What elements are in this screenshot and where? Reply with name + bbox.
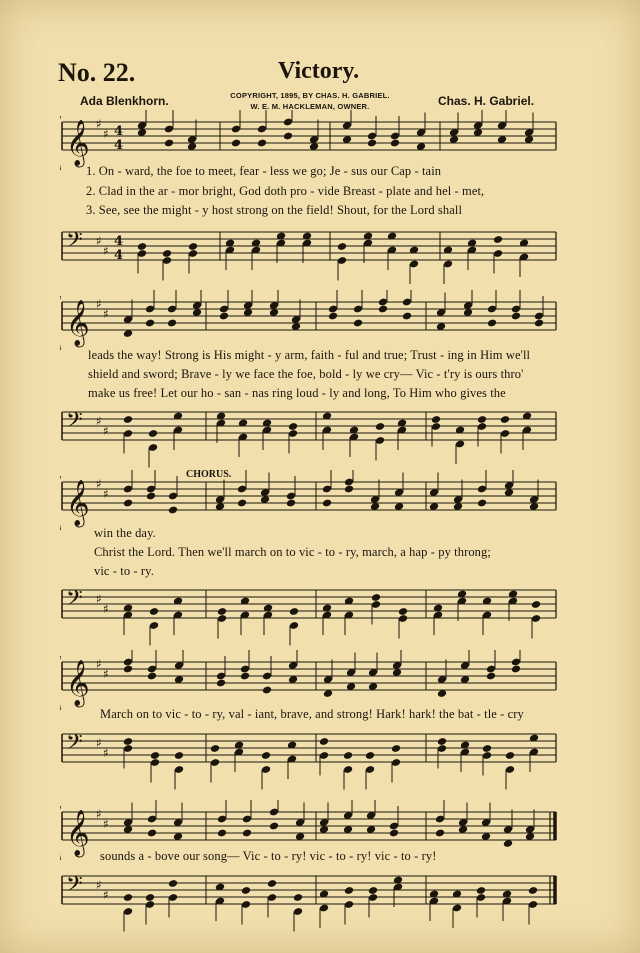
note-head: [188, 242, 198, 251]
sharp-icon: ♯: [103, 817, 109, 831]
note-head: [477, 415, 487, 424]
note-head: [368, 886, 378, 895]
treble-clef-icon: 𝄞: [66, 660, 90, 706]
note-head: [431, 415, 441, 424]
note-head: [123, 665, 133, 674]
note-head: [237, 499, 247, 508]
bass-clef-icon: 𝄢: [66, 586, 83, 616]
time-signature-numerator: 4: [114, 124, 124, 139]
note-head: [319, 737, 329, 746]
note-head: [500, 415, 510, 424]
hymn-title: Victory.: [278, 58, 360, 84]
note-head: [378, 305, 388, 314]
note-head: [145, 893, 155, 902]
note-head: [371, 593, 381, 602]
note-head: [344, 886, 354, 895]
note-head: [149, 607, 159, 616]
note-head: [231, 139, 241, 148]
note-head: [289, 607, 299, 616]
note-head: [328, 312, 338, 321]
bass-clef-icon: 𝄢: [66, 730, 83, 760]
sharp-icon: ♯: [96, 414, 102, 428]
sharp-icon: ♯: [96, 477, 102, 491]
sharp-icon: ♯: [103, 888, 109, 902]
note-head: [123, 415, 133, 424]
note-head: [511, 665, 521, 674]
note-head: [337, 242, 347, 251]
note-head: [402, 312, 412, 321]
note-head: [257, 139, 267, 148]
bass-staff-system-4: [60, 722, 560, 792]
note-head: [146, 492, 156, 501]
sharp-icon: ♯: [103, 244, 109, 258]
note-head: [174, 751, 184, 760]
note-head: [288, 422, 298, 431]
bass-clef-icon: 𝄢: [66, 408, 83, 438]
sharp-icon: ♯: [103, 307, 109, 321]
lyric-chorus-line-1: March on to vic - to - ry, val - iant, brave, and strong! Hark! hark! the bat - tle - cry: [100, 707, 524, 721]
time-signature-denominator: 4: [114, 138, 124, 153]
bass-staff-system-2: [60, 400, 560, 470]
note-head: [505, 751, 515, 760]
sharp-icon: ♯: [96, 657, 102, 671]
note-head: [269, 822, 279, 831]
note-head: [293, 893, 303, 902]
sharp-icon: ♯: [96, 297, 102, 311]
note-head: [217, 607, 227, 616]
sharp-icon: ♯: [96, 807, 102, 821]
note-head: [390, 139, 400, 148]
lyric-verse-2-line-1: 2. Clad in the ar - mor bright, God doth pro - vide Breast - plate and hel - met,: [86, 184, 485, 198]
note-head: [262, 686, 272, 695]
lyric-verse-3-line-1: 3. See, see the might - y host strong on the field! Shout, for the Lord shall: [86, 203, 463, 217]
note-head: [241, 886, 251, 895]
copyright-line-1: COPYRIGHT, 1895, BY CHAS. H. GABRIEL.: [230, 91, 390, 100]
note-head: [147, 672, 157, 681]
note-head: [242, 829, 252, 838]
note-head: [344, 485, 354, 494]
sharp-icon: ♯: [96, 736, 102, 750]
treble-clef-icon: 𝄞: [66, 300, 90, 346]
note-head: [168, 879, 178, 888]
note-head: [486, 672, 496, 681]
note-head: [343, 751, 353, 760]
copyright-notice: [210, 90, 410, 112]
note-head: [477, 499, 487, 508]
note-head: [322, 499, 332, 508]
bass-clef-icon: 𝄢: [66, 228, 83, 258]
note-head: [437, 737, 447, 746]
note-head: [240, 672, 250, 681]
note-head: [167, 319, 177, 328]
note-head: [398, 607, 408, 616]
note-head: [528, 886, 538, 895]
sharp-icon: ♯: [96, 878, 102, 892]
sharp-icon: ♯: [96, 117, 102, 131]
note-head: [493, 235, 503, 244]
lyric-chorus-line-2: sounds a - bove our song— Vic - to - ry! vic - to - ry! vic - to - ry!: [100, 849, 437, 863]
lyric-verse-3-line-3: vic - to - ry.: [94, 564, 154, 578]
lyric-verse-1-line-1: 1. On - ward, the foe to meet, fear - less we go; Je - sus our Cap - tain: [86, 164, 442, 178]
note-head: [487, 319, 497, 328]
note-head: [391, 744, 401, 753]
note-head: [511, 312, 521, 321]
sharp-icon: ♯: [103, 746, 109, 760]
note-head: [476, 886, 486, 895]
sharp-icon: ♯: [103, 487, 109, 501]
note-head: [123, 737, 133, 746]
treble-clef-icon: 𝄞: [66, 810, 90, 856]
author-credit: Ada Blenkhorn.: [80, 94, 169, 108]
time-signature-numerator: 4: [114, 234, 124, 249]
note-head: [353, 319, 363, 328]
note-head: [261, 751, 271, 760]
note-head: [531, 600, 541, 609]
treble-clef-icon: 𝄞: [66, 120, 90, 166]
note-head: [219, 312, 229, 321]
sharp-icon: ♯: [103, 424, 109, 438]
note-head: [145, 319, 155, 328]
note-head: [482, 744, 492, 753]
note-head: [365, 751, 375, 760]
note-head: [123, 499, 133, 508]
note-head: [137, 242, 147, 251]
bass-staff-system-1: [60, 220, 560, 290]
sharp-icon: ♯: [103, 127, 109, 141]
sharp-icon: ♯: [103, 667, 109, 681]
note-head: [435, 829, 445, 838]
note-head: [216, 679, 226, 688]
note-head: [534, 319, 544, 328]
note-head: [367, 139, 377, 148]
note-head: [168, 506, 178, 515]
treble-clef-icon: 𝄞: [66, 480, 90, 526]
bass-staff-system-5: [60, 864, 560, 934]
bass-clef-icon: 𝄢: [66, 872, 83, 902]
note-head: [217, 829, 227, 838]
note-head: [389, 829, 399, 838]
note-head: [283, 132, 293, 141]
note-head: [286, 499, 296, 508]
note-head: [164, 139, 174, 148]
note-head: [210, 744, 220, 753]
lyric-verse-2-line-2: shield and sword; Brave - ly we face the foe, bold - ly we cry— Vic - t'ry is ours thro': [88, 367, 524, 381]
time-signature-denominator: 4: [114, 248, 124, 263]
lyric-verse-2-line-3: Christ the Lord. Then we'll march on to vic - to - ry, march, a hap - py throng;: [94, 545, 491, 559]
lyric-verse-1-line-3: win the day.: [94, 526, 156, 540]
note-head: [150, 751, 160, 760]
composer-credit: Chas. H. Gabriel.: [438, 94, 535, 108]
note-head: [147, 829, 157, 838]
copyright-line-2: W. E. M. HACKLEMAN, OWNER.: [250, 102, 370, 111]
lyric-verse-3-line-2: make us free! Let our ho - san - nas ring loud - ly and long, To Him who gives the: [88, 386, 506, 400]
lyric-verse-1-line-2: leads the way! Strong is His might - y arm, faith - ful and true; Trust - ing in Him we'll: [88, 348, 531, 362]
sharp-icon: ♯: [96, 234, 102, 248]
note-head: [148, 429, 158, 438]
hymn-number: No. 22.: [58, 58, 136, 87]
bass-staff-system-3: [60, 578, 560, 648]
note-head: [375, 422, 385, 431]
chorus-label: CHORUS.: [186, 469, 232, 480]
note-head: [162, 249, 172, 258]
note-head: [123, 893, 133, 902]
sharp-icon: ♯: [96, 592, 102, 606]
note-head: [267, 879, 277, 888]
sharp-icon: ♯: [103, 602, 109, 616]
